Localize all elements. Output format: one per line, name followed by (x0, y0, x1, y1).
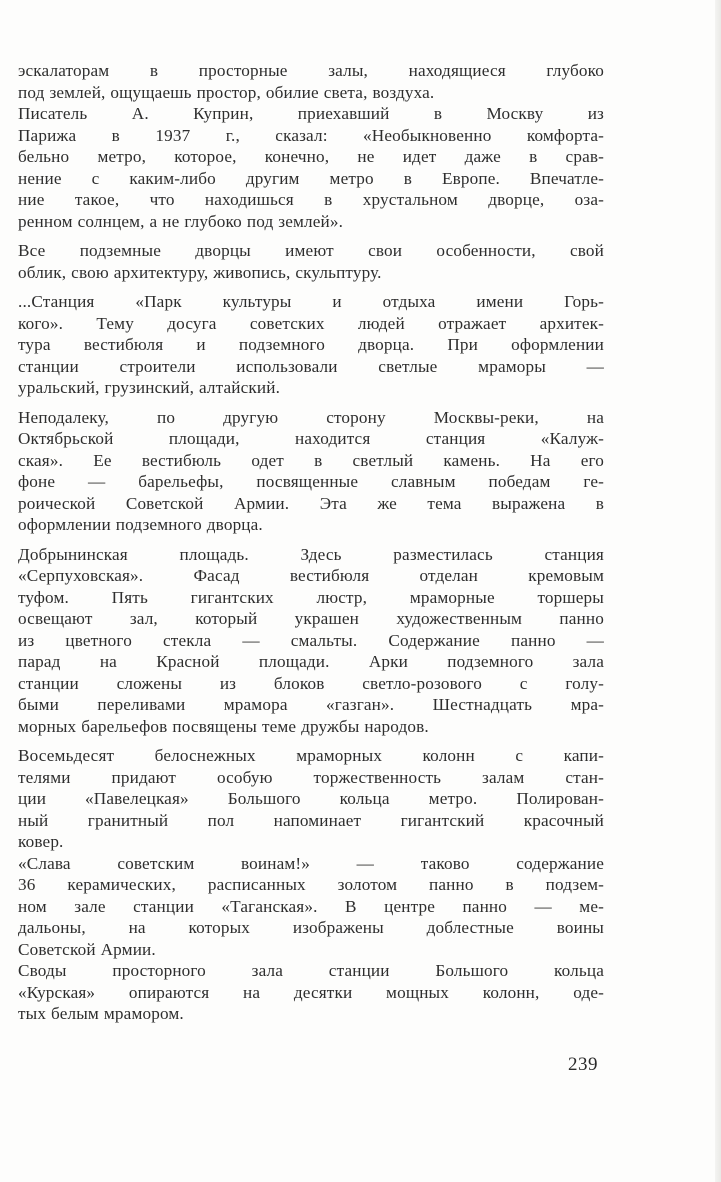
text-line: «Слава советским воинам!» — таково содержание (18, 853, 604, 873)
paragraph (18, 60, 604, 103)
paragraph (18, 544, 604, 738)
text-line: ном зале станции «Таганская». В центре панно — ме- (18, 896, 604, 916)
text-line: тура вестибюля и подземного дворца. При оформлении (18, 335, 604, 354)
text-line: фоне — барельефы, посвященные славным победам ге- (18, 472, 604, 491)
text-line: Добрынинская площадь. Здесь разместилась станция (18, 544, 604, 564)
text-line: ренном солнцем, а не глубоко под землей». (18, 211, 344, 231)
page-edge-shadow (715, 0, 721, 1182)
paragraph (18, 745, 604, 853)
text-line: станции сложены из блоков светло-розового с голу- (18, 673, 604, 693)
text-line: 36 керамических, расписанных золотом панно в подзем- (18, 875, 604, 894)
text-line: ...Станция «Парк культуры и отдыха имени Горь- (18, 292, 604, 311)
text-line: кого». Тему досуга советских людей отражает архитек- (18, 313, 604, 333)
paragraph (18, 407, 604, 536)
paragraph (18, 960, 604, 1025)
paragraph (18, 240, 604, 283)
text-line: облик, свою архитектуру, живопись, скульптуру. (18, 262, 382, 282)
text-line: ская». Ее вестибюль одет в светлый камень. На его (18, 450, 604, 470)
text-line: станции строители использовали светлые мраморы — (18, 356, 604, 376)
text-line: Своды просторного зала станции Большого кольца (18, 961, 604, 980)
text-line: Все подземные дворцы имеют свои особенности, свой (18, 241, 604, 260)
text-line: Восемьдесят белоснежных мраморных колонн с капи- (18, 746, 604, 765)
page-text (18, 60, 604, 1033)
text-line: бельно метро, которое, конечно, не идет даже в срав- (18, 147, 604, 166)
text-line: Советской Армии. (18, 939, 156, 959)
text-line: дальоны, на которых изображены доблестные воины (18, 918, 604, 937)
text-line: «Серпуховская». Фасад вестибюля отделан кремовым (18, 566, 604, 585)
text-line: ный гранитный пол напоминает гигантский красочный (18, 810, 604, 830)
paragraph (18, 103, 604, 232)
text-line: быми переливами мрамора «газган». Шестнадцать мра- (18, 695, 604, 714)
text-line: освещают зал, который украшен художественным панно (18, 609, 604, 628)
text-line: оформлении подземного дворца. (18, 515, 263, 534)
text-line: морных барельефов посвящены теме дружбы народов. (18, 716, 429, 736)
text-line: уральский, грузинский, алтайский. (18, 378, 281, 397)
paragraph (18, 853, 604, 961)
paragraph (18, 291, 604, 399)
text-line: ковер. (18, 832, 64, 851)
text-line: тых белым мрамором. (18, 1004, 184, 1023)
text-line: Писатель А. Куприн, приехавший в Москву из (18, 104, 604, 123)
text-line: телями придают особую торжественность залам стан- (18, 767, 604, 787)
text-line: под землей, ощущаешь простор, обилие света, воздуха. (18, 82, 435, 102)
text-line: Парижа в 1937 г., сказал: «Необыкновенно комфорта- (18, 125, 604, 145)
text-line: туфом. Пять гигантских люстр, мраморные торшеры (18, 587, 604, 607)
text-line: парад на Красной площади. Арки подземного зала (18, 652, 604, 671)
text-line: ции «Павелецкая» Большого кольца метро. Полирован- (18, 789, 604, 808)
text-line: «Курская» опираются на десятки мощных колонн, оде- (18, 982, 604, 1002)
text-line: ние такое, что находишься в хрустальном дворце, оза- (18, 190, 604, 209)
text-line: роической Советской Армии. Эта же тема выражена в (18, 493, 604, 513)
text-line: из цветного стекла — смальты. Содержание панно — (18, 630, 604, 650)
text-line: нение с каким-либо другим метро в Европе. Впечатле- (18, 168, 604, 188)
page-number: 239 (568, 1054, 598, 1075)
text-line: Неподалеку, по другую сторону Москвы-реки, на (18, 407, 604, 427)
text-line: Октябрьской площади, находится станция «Калуж- (18, 429, 604, 448)
text-line: эскалаторам в просторные залы, находящиеся глубоко (18, 61, 604, 80)
